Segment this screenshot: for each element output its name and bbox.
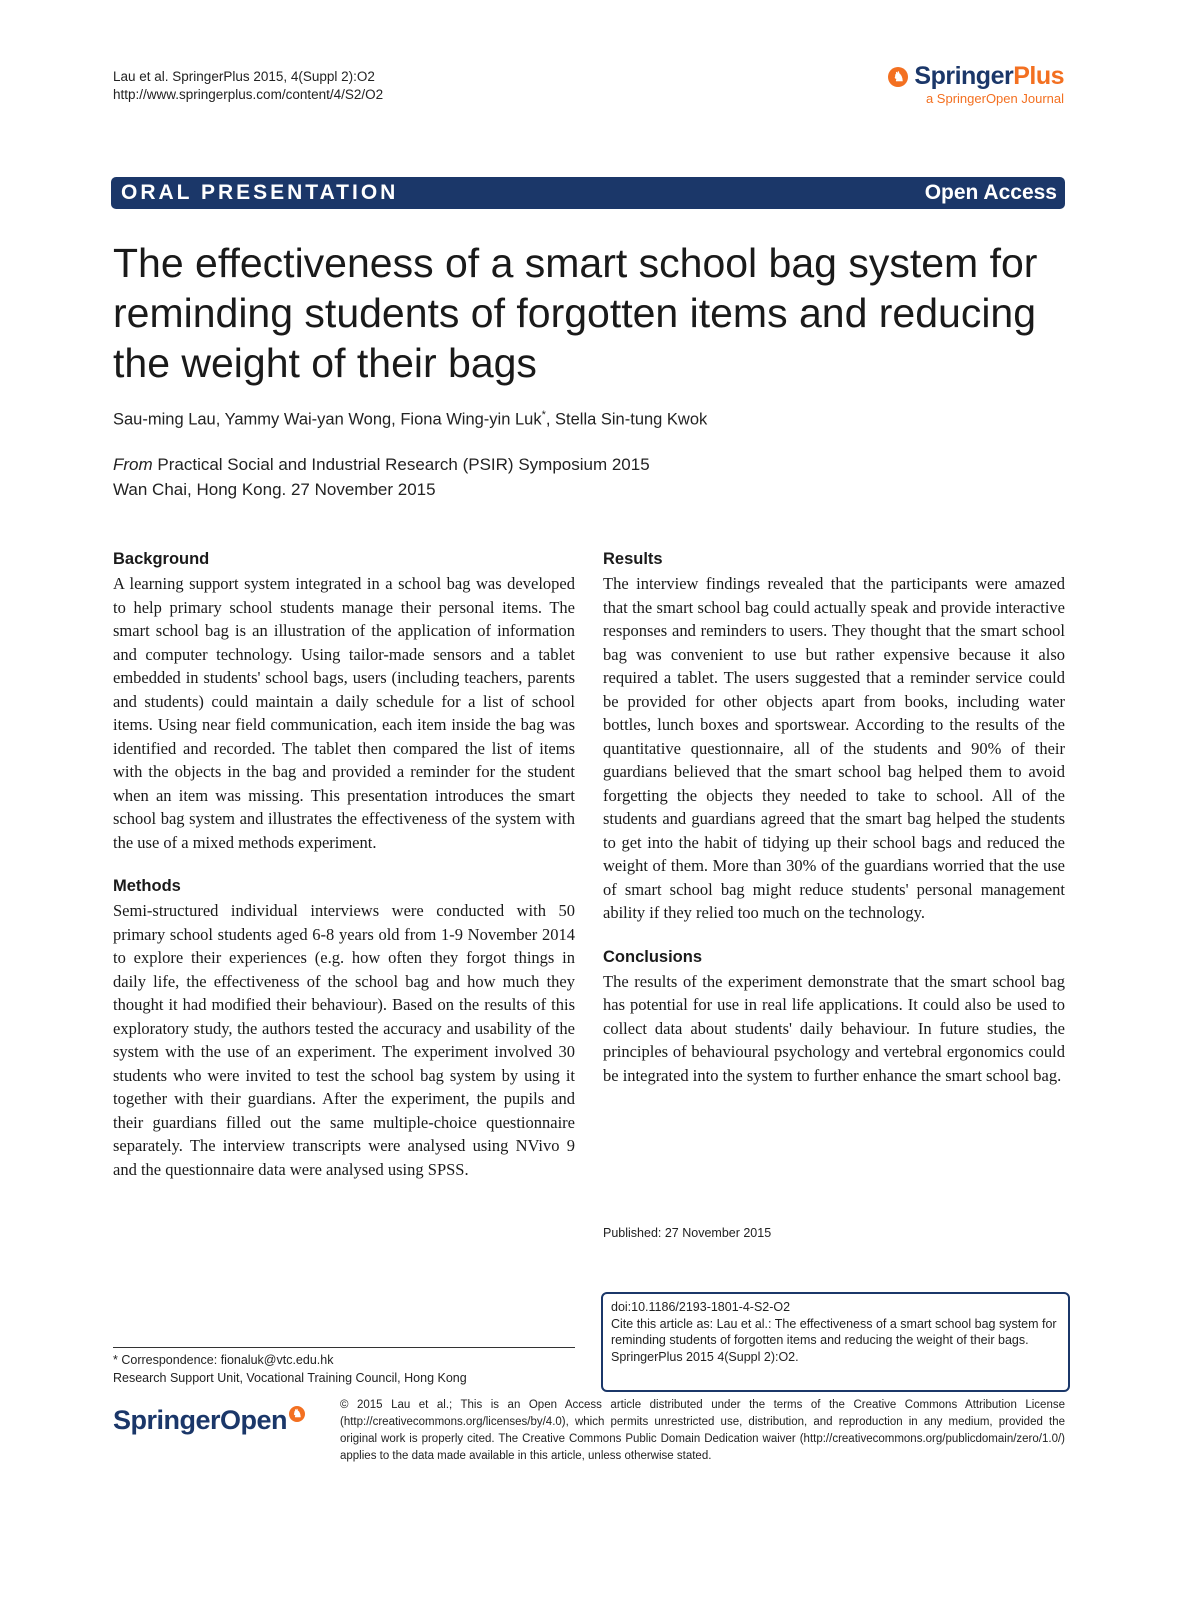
conclusions-text: The results of the experiment demonstrate that the smart school bag has potential for use in real life applications. It could also be used to collect data about students' daily behaviour. In future studies, the principles of behavioural psychology and vertebral ergonomics could be integrated into the system to further enhance the smart school bag. xyxy=(603,971,1065,1085)
citation-line-1: Lau et al. SpringerPlus 2015, 4(Suppl 2):O2 xyxy=(113,69,375,84)
springeropen-logo xyxy=(113,1405,305,1436)
symposium-location: Wan Chai, Hong Kong. 27 November 2015 xyxy=(113,480,436,499)
cite-this-article-box xyxy=(601,1292,1070,1392)
background-text: A learning support system integrated in a school bag was developed to help primary school students manage their personal items. The smart school bag is an illustration of the application of information and computer technology. Using tailor-made sensors and a tablet embedded in students' school bags, users (including teachers, parents and students) could maintain a daily schedule for a list of school items. Using near field communication, each item inside the bag was identified and recorded. The tablet then compared the list of items with the objects in the bag and provided a reminder for the student when an item was missing. This presentation introduces the smart school bag system and illustrates the effectiveness of the system with the use of a mixed methods experiment. xyxy=(113,574,575,852)
conclusions-heading: Conclusions xyxy=(603,947,703,966)
springeropen-name: SpringerOpen xyxy=(113,1405,288,1435)
logo-name-springer: Springer xyxy=(914,62,1014,90)
logo-name-plus: Plus xyxy=(1013,62,1064,90)
article-citation xyxy=(113,68,383,104)
author-list xyxy=(113,409,707,430)
symposium-info xyxy=(113,452,650,502)
methods-text: Semi-structured individual interviews were conducted with 50 primary school students aged 6-8 years old from 1-9 November 2014 to explore their experiences (e.g. how often they forgot things in daily life, the effectiveness of the school bag and how much they thought it had modified their behaviour). Based on the results of this exploratory study, the authors tested the accuracy and usability of the system with the use of an experiment. The experiment involved 30 students who were invited to test the school bag system by using it together with their guardians. After the experiment, the pupils and their guardians filled out the same multiple-choice questionnaire separately. The interview transcripts were analysed using NVivo 9 and the questionnaire data were analysed using SPSS. xyxy=(113,901,575,1179)
results-heading: Results xyxy=(603,550,663,568)
right-column xyxy=(603,548,1065,1087)
article-type-label: ORAL PRESENTATION xyxy=(121,181,399,204)
article-type-banner xyxy=(111,177,1065,209)
authors-last: , Stella Sin-tung Kwok xyxy=(545,410,708,429)
background-heading: Background xyxy=(113,550,210,568)
correspondence-footnote xyxy=(113,1351,467,1387)
methods-heading: Methods xyxy=(113,877,181,895)
corresponding-author-mark: * xyxy=(541,409,546,421)
article-title: The effectiveness of a smart school bag system for reminding students of forgotten items and reducing the weight of their bags xyxy=(113,240,1038,386)
springerplus-logo xyxy=(888,62,1064,106)
results-text: The interview findings revealed that the participants were amazed that the smart school bag could actually speak and provide interactive responses and reminders to users. They thought that the smart school bag was convenient to use but rather expensive because it also required a tablet. The users suggested that a reminder service could be provided for other objects apart from books, including water bottles, lunch boxes and sportswear. According to the results of the quantitative questionnaire, all of the students and 90% of their guardians believed that the smart school bag helped them to avoid forgetting the objects they needed to take to school. All of the students and guardians agreed that the smart bag helped the students to get into the habit of tidying up their school bags and reduced the weight of them. More than 30% of the guardians worried that the use of smart school bag might reduce students' personal management ability if they relied too much on the technology. xyxy=(603,574,1065,922)
correspondence-affiliation: Research Support Unit, Vocational Training Council, Hong Kong xyxy=(113,1371,467,1385)
correspondence-email[interactable]: * Correspondence: fionaluk@vtc.edu.hk xyxy=(113,1353,334,1367)
springer-horse-icon: ♞ xyxy=(289,1406,305,1422)
symposium-name: Practical Social and Industrial Research (PSIR) Symposium 2015 xyxy=(152,455,650,474)
cite-text-block xyxy=(611,1316,1060,1366)
footnote-divider xyxy=(113,1347,575,1348)
springer-horse-icon: ♞ xyxy=(888,67,908,87)
license-text: © 2015 Lau et al.; This is an Open Access article distributed under the terms of the Creative Commons Attribution License (http://creativecommons.org/licenses/by/4.0), which permits unrestricted use, distribution, and reproduction in any medium, provided the original work is properly cited. The Creative Commons Public Domain Dedication waiver (http://creativecommons.org/publicdomain/zero/1.0/) applies to the data made available in this article, unless otherwise stated. xyxy=(340,1399,1065,1462)
citation-url[interactable]: http://www.springerplus.com/content/4/S2/O2 xyxy=(113,87,384,102)
published-date: Published: 27 November 2015 xyxy=(603,1226,772,1240)
cite-text: Lau et al.: The effectiveness of a smart school bag system for reminding students of forgotten items and reducing the weight of their bags. SpringerPlus 2015 4(Suppl 2):O2. xyxy=(611,1316,1057,1364)
logo-subtitle: a SpringerOpen Journal xyxy=(925,91,1064,106)
open-access-label: Open Access xyxy=(924,181,1057,204)
cite-label: Cite this article as: xyxy=(611,1316,714,1331)
from-label: From xyxy=(113,455,153,474)
authors-text: Sau-ming Lau, Yammy Wai-yan Wong, Fiona Wing-yin Luk xyxy=(113,410,542,429)
doi-link[interactable]: doi:10.1186/2193-1801-4-S2-O2 xyxy=(611,1300,791,1314)
left-column xyxy=(113,548,575,1181)
